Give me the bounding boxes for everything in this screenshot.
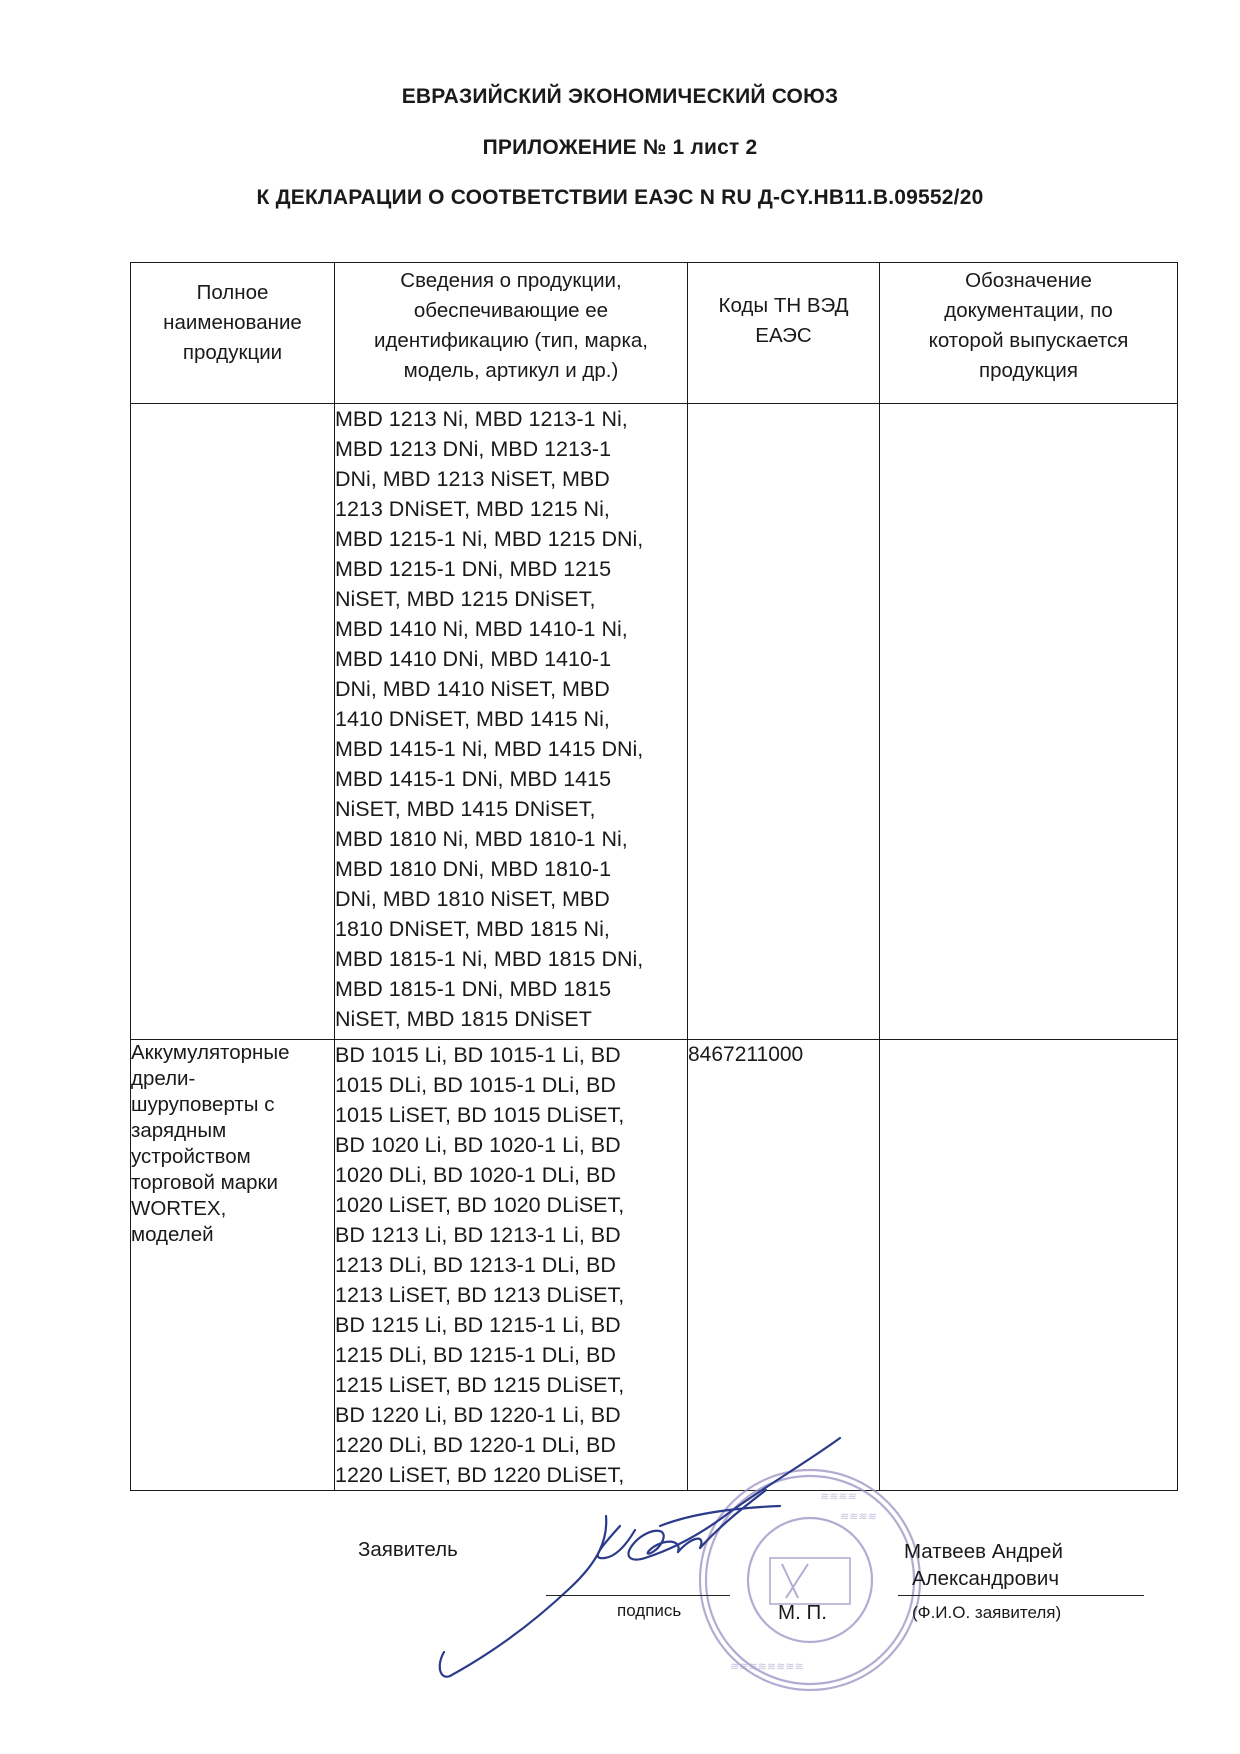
row2-code-cell (688, 1040, 880, 1491)
product-name-line: торговой марки (131, 1171, 278, 1194)
signature-line (546, 1595, 730, 1596)
model-list-line: DNi, MBD 1213 NiSET, MBD (335, 467, 610, 491)
model-list-line: 1220 LiSET, BD 1220 DLiSET, (335, 1463, 625, 1487)
model-list-line: MBD 1410 DNi, MBD 1410-1 (335, 647, 612, 671)
svg-text:≋≋≋≋: ≋≋≋≋ (820, 1491, 857, 1503)
applicant-name-line1: Матвеев Андрей (904, 1540, 1063, 1563)
signature-caption: подпись (617, 1601, 682, 1620)
row2-name-cell (131, 1040, 335, 1491)
product-name-line: устройством (131, 1145, 251, 1168)
model-list-line: MBD 1213 Ni, MBD 1213-1 Ni, (335, 407, 628, 431)
model-list-line: NiSET, MBD 1415 DNiSET, (335, 797, 596, 821)
model-list-line: MBD 1415-1 DNi, MBD 1415 (335, 767, 612, 791)
products-table (130, 262, 1178, 1491)
product-name-line: Аккумуляторные (131, 1041, 290, 1064)
model-list-line: MBD 1810 Ni, MBD 1810-1 Ni, (335, 827, 628, 851)
model-list-line: BD 1020 Li, BD 1020-1 Li, BD (335, 1133, 621, 1157)
model-list-line: MBD 1213 DNi, MBD 1213-1 (335, 437, 612, 461)
model-list-line: NiSET, MBD 1215 DNiSET, (335, 587, 596, 611)
model-list-line: BD 1215 Li, BD 1215-1 Li, BD (335, 1313, 621, 1337)
model-list-line: BD 1220 Li, BD 1220-1 Li, BD (335, 1403, 621, 1427)
row1-models-cell (335, 404, 688, 1040)
col-header-name: Полное наименование продукции (131, 263, 335, 404)
model-list-line: 1015 DLi, BD 1015-1 DLi, BD (335, 1073, 616, 1097)
model-list-line: 1215 LiSET, BD 1215 DLiSET, (335, 1373, 625, 1397)
table-header-row (131, 263, 1178, 404)
product-name-line: моделей (131, 1223, 214, 1246)
tnved-code: 8467211000 (688, 1043, 804, 1066)
name-caption: (Ф.И.О. заявителя) (912, 1603, 1062, 1622)
svg-text:≋≋≋≋: ≋≋≋≋ (840, 1511, 877, 1523)
model-list-line: 1220 DLi, BD 1220-1 DLi, BD (335, 1433, 616, 1457)
header-union: ЕВРАЗИЙСКИЙ ЭКОНОМИЧЕСКИЙ СОЮЗ (401, 85, 839, 108)
col-header-codes: Коды ТН ВЭД ЕАЭС (688, 263, 880, 404)
svg-text:≋≋≋≋≋≋≋≋: ≋≋≋≋≋≋≋≋ (730, 1661, 804, 1673)
model-list-line: 1213 LiSET, BD 1213 DLiSET, (335, 1283, 625, 1307)
table-row (131, 1040, 1178, 1491)
model-list-line: 1020 LiSET, BD 1020 DLiSET, (335, 1193, 625, 1217)
model-list-line: 1810 DNiSET, MBD 1815 Ni, (335, 917, 610, 941)
model-list-line: MBD 1410 Ni, MBD 1410-1 Ni, (335, 617, 628, 641)
row1-code-cell (688, 404, 880, 1040)
product-name-line: шуруповерты с (131, 1093, 275, 1116)
applicant-label: Заявитель (358, 1538, 458, 1561)
product-name-line: зарядным (131, 1119, 227, 1142)
table-row (131, 404, 1178, 1040)
row2-models-cell (335, 1040, 688, 1491)
model-list-line: MBD 1415-1 Ni, MBD 1415 DNi, (335, 737, 644, 761)
signature-icon (430, 1430, 850, 1690)
model-list-line: MBD 1815-1 Ni, MBD 1815 DNi, (335, 947, 644, 971)
model-list-line: DNi, MBD 1410 NiSET, MBD (335, 677, 610, 701)
product-name-line: дрели- (131, 1067, 196, 1090)
row1-doc-cell (880, 404, 1178, 1040)
model-list-line: 1410 DNiSET, MBD 1415 Ni, (335, 707, 610, 731)
model-list-line: BD 1213 Li, BD 1213-1 Li, BD (335, 1223, 621, 1247)
model-list-line: 1213 DNiSET, MBD 1215 Ni, (335, 497, 610, 521)
model-list-line: BD 1015 Li, BD 1015-1 Li, BD (335, 1043, 621, 1067)
model-list-line: MBD 1815-1 DNi, MBD 1815 (335, 977, 612, 1001)
col-header-info: Сведения о продукции, обеспечивающие ее идентификацию (тип, марка, модель, артикул и др.) (335, 263, 688, 404)
header-appendix: ПРИЛОЖЕНИЕ № 1 лист 2 (482, 136, 758, 159)
model-list-line: MBD 1810 DNi, MBD 1810-1 (335, 857, 612, 881)
row2-doc-cell (880, 1040, 1178, 1491)
name-line (898, 1595, 1144, 1596)
row1-name-cell (131, 404, 335, 1040)
header-declaration: К ДЕКЛАРАЦИИ О СООТВЕТСТВИИ ЕАЭС N RU Д-CY.HB11.B.09552/20 (256, 186, 984, 209)
model-list-line: 1213 DLi, BD 1213-1 DLi, BD (335, 1253, 616, 1277)
product-name-line: WORTEX, (131, 1197, 227, 1220)
stamp-label: М. П. (778, 1601, 827, 1624)
model-list-line: 1015 LiSET, BD 1015 DLiSET, (335, 1103, 625, 1127)
model-list-line: 1215 DLi, BD 1215-1 DLi, BD (335, 1343, 616, 1367)
col-header-docs: Обозначение документации, по которой выпускается продукция (880, 263, 1178, 404)
model-list-line: NiSET, MBD 1815 DNiSET (335, 1007, 592, 1031)
model-list-line: DNi, MBD 1810 NiSET, MBD (335, 887, 610, 911)
model-list-line: 1020 DLi, BD 1020-1 DLi, BD (335, 1163, 616, 1187)
model-list-line: MBD 1215-1 Ni, MBD 1215 DNi, (335, 527, 644, 551)
model-list-line: MBD 1215-1 DNi, MBD 1215 (335, 557, 612, 581)
applicant-name-line2: Александрович (912, 1567, 1059, 1590)
